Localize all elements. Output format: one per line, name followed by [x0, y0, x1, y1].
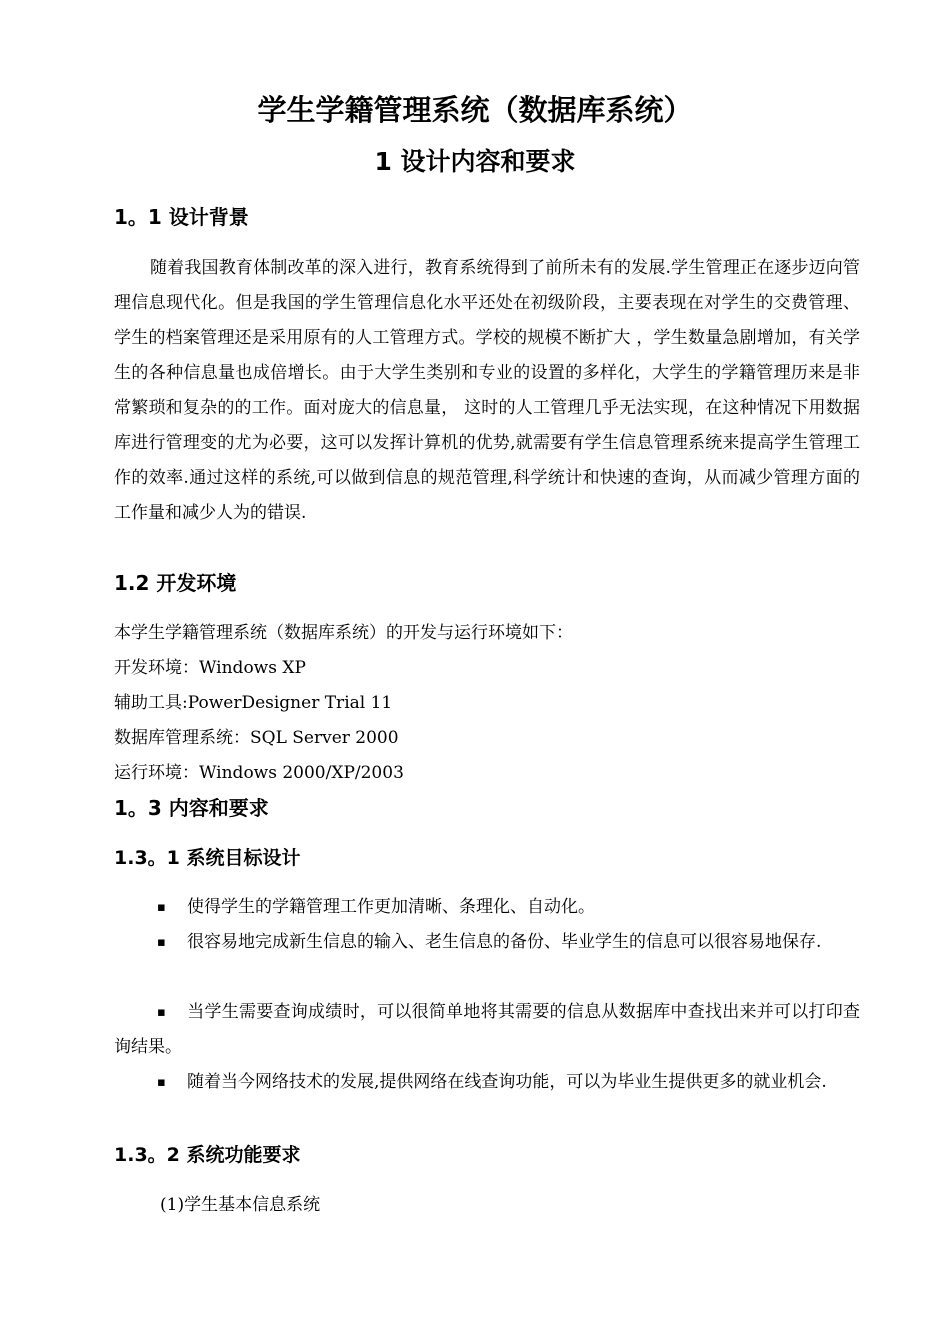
goal-bullet-item: [114, 995, 860, 1065]
goal-bullet-text: 随着当今网络技术的发展,提供网络在线查询功能，可以为毕业生提供更多的就业机会.: [187, 1072, 827, 1092]
goal-bullet-item: [114, 1065, 860, 1100]
goal-bullet-text: 当学生需要查询成绩时，可以很简单地将其需要的信息从数据库中查找出来并可以打印查询结果。: [114, 1002, 860, 1057]
function-item: (1)学生基本信息系统: [160, 1195, 321, 1215]
env-dbms-line: 数据库管理系统：SQL Server 2000: [114, 728, 399, 748]
goal-bullet-text: 很容易地完成新生信息的输入、老生信息的备份、毕业学生的信息可以很容易地保存.: [187, 932, 822, 952]
bullet-square-icon: ▪: [157, 1075, 166, 1090]
subsection-heading-system-goals: 1.3。1 系统目标设计: [114, 847, 301, 869]
section-heading-dev-environment: 1.2 开发环境: [114, 571, 237, 595]
goal-bullet-item: [114, 925, 860, 960]
bullet-square-icon: ▪: [157, 935, 166, 950]
bullet-square-icon: ▪: [157, 900, 166, 915]
section-heading-design-background: 1。1 设计背景: [114, 205, 249, 229]
goal-bullet-text: 使得学生的学籍管理工作更加清晰、条理化、自动化。: [187, 897, 595, 917]
background-paragraph: 随着我国教育体制改革的深入进行，教育系统得到了前所未有的发展.学生管理正在逐步迈向管理信息现代化。但是我国的学生管理信息化水平还处在初级阶段，主要表现在对学生的交费管理、学生的档案管理还是采用原有的人工管理方式。学校的规模不断扩大 ，学生数量急剧增加，有关学生的各种信息量也成倍增长。由于大学生类别和专业的设置的多样化，大学生的学籍管理历来是非常繁琐和复杂的的工作。面对庞大的信息量， 这时的人工管理几乎无法实现，在这种情况下用数据库进行管理变的尤为必要，这可以发挥计算机的优势,就需要有学生信息管理系统来提高学生管理工作的效率.通过这样的系统,可以做到信息的规范管理,科学统计和快速的查询，从而减少管理方面的工作量和减少人为的错误.: [114, 258, 860, 523]
section-heading-content-requirements: 1。3 内容和要求: [114, 796, 269, 820]
env-tool-line: 辅助工具:PowerDesigner Trial 11: [114, 693, 393, 713]
goal-bullet-item: [114, 890, 860, 925]
document-title: 学生学籍管理系统（数据库系统）: [257, 93, 693, 127]
env-intro-line: 本学生学籍管理系统（数据库系统）的开发与运行环境如下：: [114, 623, 573, 643]
subsection-heading-function-requirements: 1.3。2 系统功能要求: [114, 1144, 301, 1166]
chapter-title: 1 设计内容和要求: [374, 147, 576, 176]
bullet-square-icon: ▪: [157, 1005, 166, 1020]
env-dev-line: 开发环境：Windows XP: [114, 658, 306, 678]
env-runtime-line: 运行环境：Windows 2000/XP/2003: [114, 763, 404, 783]
